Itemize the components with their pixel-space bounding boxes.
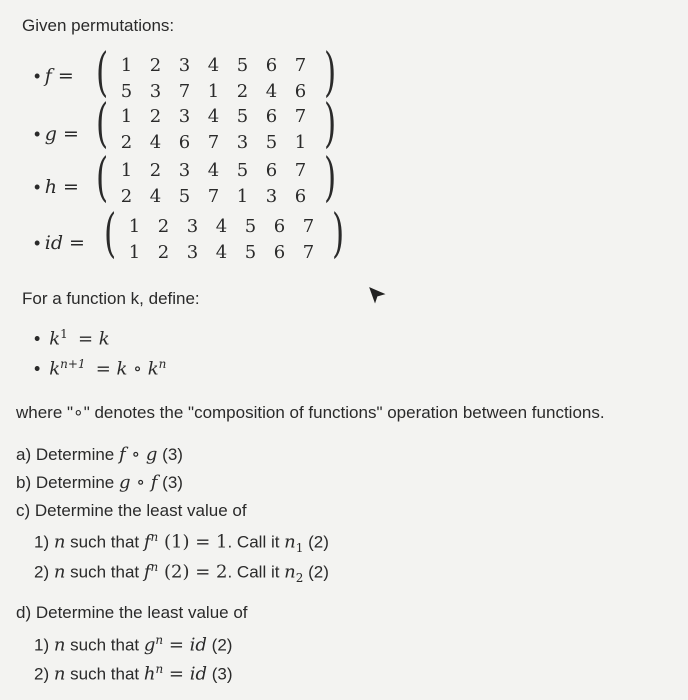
matrix-cell: 7 <box>294 106 307 127</box>
matrix-cell: 2 <box>120 186 133 207</box>
matrix-cell: 7 <box>302 216 315 237</box>
matrix-cell: 5 <box>265 132 278 153</box>
matrix-cell: 3 <box>236 132 249 153</box>
permutation-label-id: • id = <box>34 232 85 254</box>
matrix-cell: 7 <box>302 242 315 263</box>
question-b: b) Determine g ∘ f (3) <box>16 472 183 493</box>
question-c1: 1) n such that $f^n$ (1) = 1. Call it $n_1$ (2) <box>34 530 329 556</box>
where-text: where "∘" denotes the "composition of functions" operation between functions. <box>16 403 605 422</box>
permutation-label-f: • f = <box>34 65 74 87</box>
matrix-cell: 6 <box>178 132 191 153</box>
matrix-row-bottom <box>112 186 315 207</box>
matrix-row-top <box>112 55 315 76</box>
matrix-cell: 5 <box>236 55 249 76</box>
matrix-cell: 1 <box>236 186 249 207</box>
matrix-row-bottom <box>120 242 323 263</box>
matrix-row-top <box>112 160 315 181</box>
definition-1: • $k^1 = k$ <box>34 327 110 350</box>
matrix-cell: 2 <box>236 81 249 102</box>
heading: Given permutations: <box>22 16 175 35</box>
definition-2: • $k^{n+1} = k$ ∘ $k^n$ <box>34 357 167 380</box>
question-c2: 2) n such that $f^n$ (2) = 2. Call it $n_2$ (2) <box>34 560 329 586</box>
mouse-cursor-icon <box>368 286 386 304</box>
matrix-cell: 4 <box>149 132 162 153</box>
matrix-cell: 4 <box>215 242 228 263</box>
matrix-cell: 3 <box>186 216 199 237</box>
left-paren: ( <box>96 94 109 154</box>
right-paren: ) <box>324 148 337 208</box>
permutation-matrix-f <box>96 43 338 105</box>
matrix-cell: 3 <box>186 242 199 263</box>
matrix-cell: 1 <box>207 81 220 102</box>
matrix-cell: 3 <box>178 106 191 127</box>
matrix-cell: 6 <box>273 242 286 263</box>
matrix-cell: 6 <box>294 186 307 207</box>
right-paren: ) <box>324 43 337 103</box>
matrix-cell: 3 <box>265 186 278 207</box>
left-paren: ( <box>104 204 117 264</box>
matrix-cell: 5 <box>244 242 257 263</box>
matrix-cell: 1 <box>120 160 133 181</box>
matrix-cell: 4 <box>265 81 278 102</box>
matrix-cell: 7 <box>207 186 220 207</box>
permutation-matrix-h <box>96 148 338 210</box>
question-d1: 1) n such that $g^n$ = id (2) <box>34 633 233 656</box>
matrix-cell: 5 <box>244 216 257 237</box>
matrix-cell: 2 <box>149 55 162 76</box>
right-paren: ) <box>324 94 337 154</box>
matrix-cell: 5 <box>236 106 249 127</box>
matrix-cell: 7 <box>207 132 220 153</box>
matrix-cell: 3 <box>149 81 162 102</box>
matrix-cell: 1 <box>120 106 133 127</box>
matrix-cell: 7 <box>178 81 191 102</box>
matrix-cell: 7 <box>294 55 307 76</box>
matrix-cell: 3 <box>178 160 191 181</box>
matrix-cell: 5 <box>120 81 133 102</box>
matrix-cell: 5 <box>178 186 191 207</box>
define-text: For a function k, define: <box>22 289 200 308</box>
matrix-cell: 2 <box>120 132 133 153</box>
matrix-cell: 2 <box>157 242 170 263</box>
permutation-label-g: • g = <box>34 123 79 145</box>
matrix-cell: 5 <box>236 160 249 181</box>
permutation-matrix-id <box>104 204 346 266</box>
left-paren: ( <box>96 148 109 208</box>
matrix-cell: 1 <box>120 55 133 76</box>
matrix-cell: 6 <box>294 81 307 102</box>
left-paren: ( <box>96 43 109 103</box>
matrix-cell: 2 <box>149 160 162 181</box>
matrix-cell: 4 <box>207 55 220 76</box>
right-paren: ) <box>332 204 345 264</box>
matrix-row-top <box>120 216 323 237</box>
matrix-cell: 6 <box>265 55 278 76</box>
permutation-matrix-g <box>96 94 338 156</box>
permutation-label-h: • h = <box>34 176 79 198</box>
matrix-cell: 1 <box>128 216 141 237</box>
matrix-cell: 7 <box>294 160 307 181</box>
matrix-cell: 4 <box>207 106 220 127</box>
matrix-row-top <box>112 106 315 127</box>
matrix-cell: 1 <box>294 132 307 153</box>
matrix-cell: 6 <box>265 160 278 181</box>
matrix-cell: 2 <box>149 106 162 127</box>
matrix-cell: 6 <box>273 216 286 237</box>
matrix-cell: 4 <box>215 216 228 237</box>
question-a: a) Determine f ∘ g (3) <box>16 444 183 465</box>
question-d2: 2) n such that $h^n$ = id (3) <box>34 662 233 685</box>
matrix-cell: 4 <box>207 160 220 181</box>
matrix-cell: 1 <box>128 242 141 263</box>
matrix-cell: 2 <box>157 216 170 237</box>
question-c: c) Determine the least value of <box>16 501 247 520</box>
question-d: d) Determine the least value of <box>16 603 248 622</box>
matrix-row-bottom <box>112 81 315 102</box>
matrix-row-bottom <box>112 132 315 153</box>
matrix-cell: 6 <box>265 106 278 127</box>
matrix-cell: 4 <box>149 186 162 207</box>
matrix-cell: 3 <box>178 55 191 76</box>
